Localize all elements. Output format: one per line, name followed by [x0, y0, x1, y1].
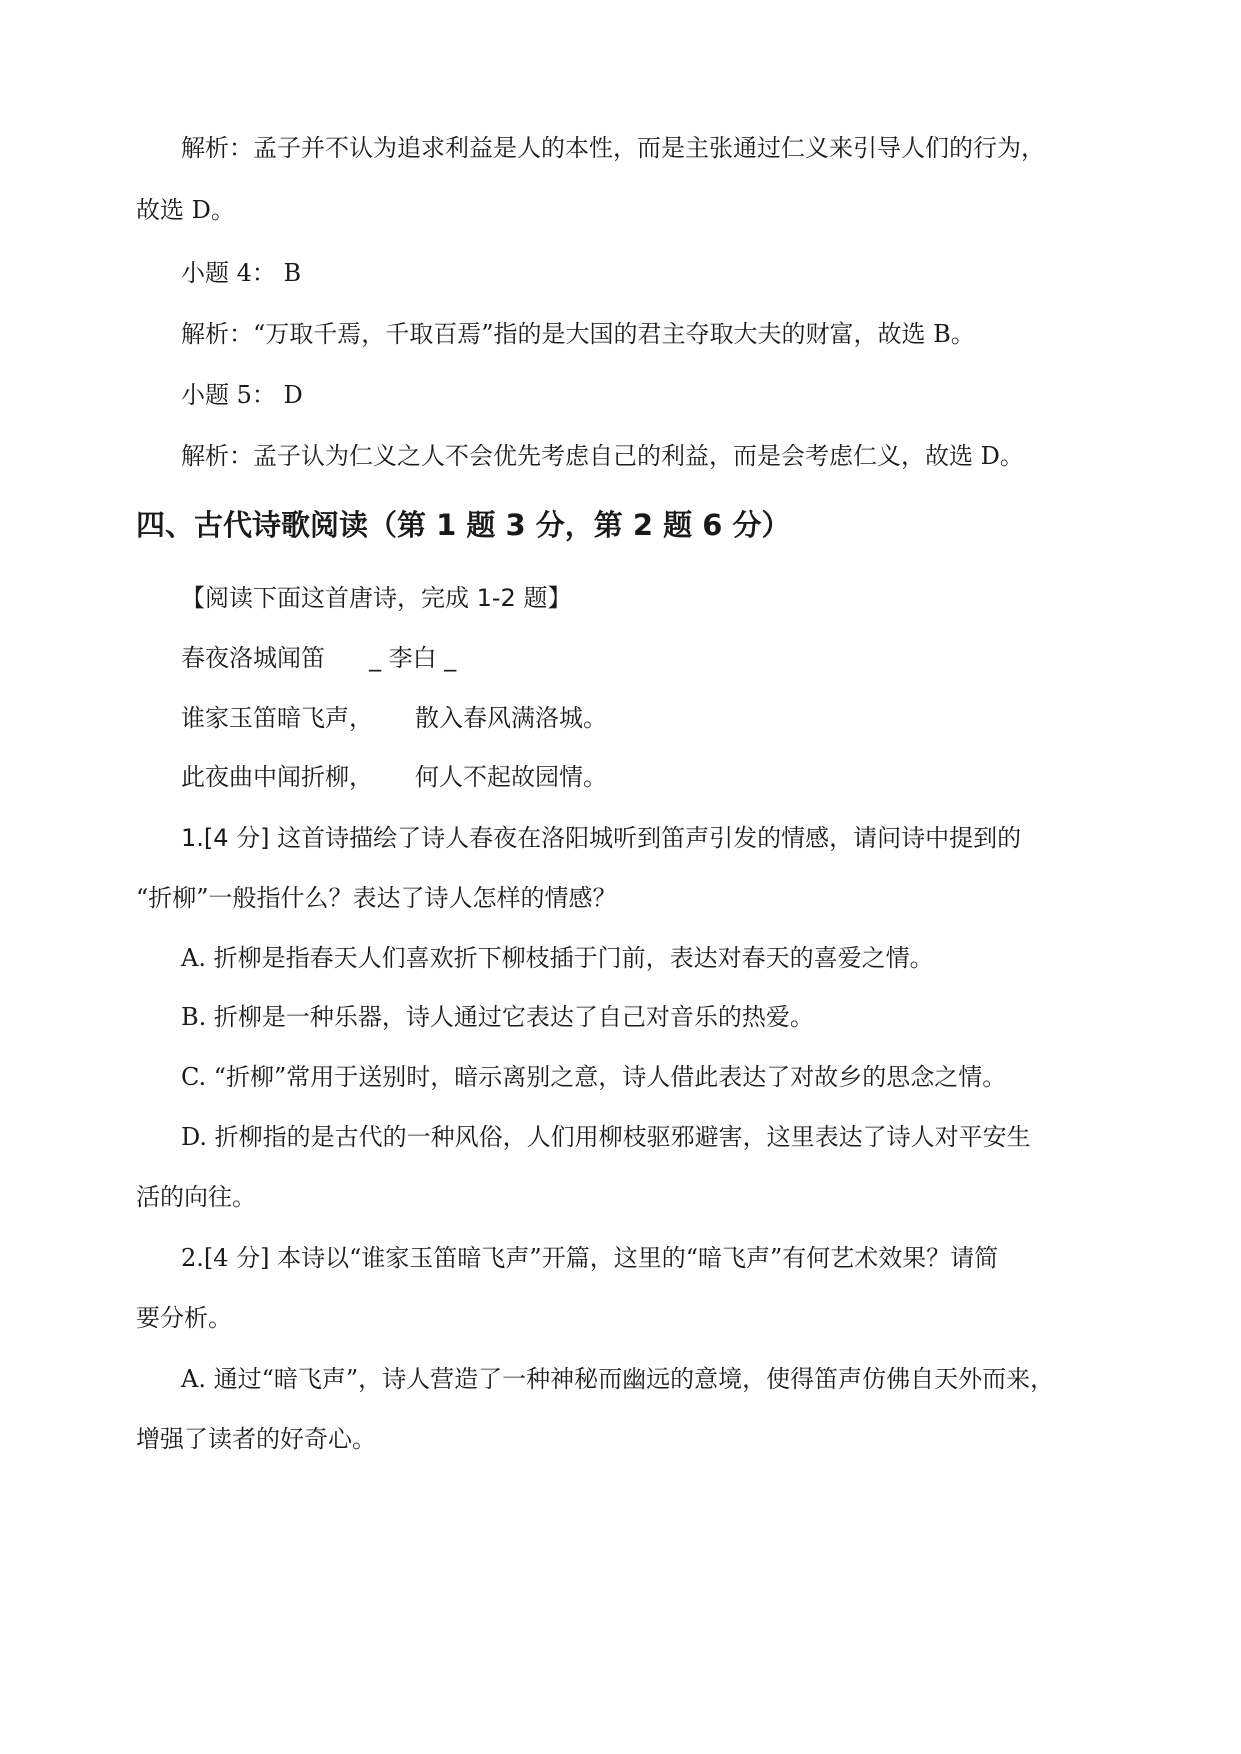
- question-stem: “折柳”一般指什么？表达了诗人怎样的情感？: [136, 884, 617, 912]
- answer-label: 小题 4： B: [181, 259, 302, 287]
- question-stem: 2.[4 分] 本诗以“谁家玉笛暗飞声”开篇，这里的“暗飞声”有何艺术效果？请简: [181, 1244, 999, 1272]
- poem-verse: 谁家玉笛暗飞声，: [181, 704, 373, 732]
- analysis-text: 解析：“万取千焉，千取百焉”指的是大国的君主夺取大夫的财富，故选 B。: [181, 320, 975, 348]
- option-a: 增强了读者的好奇心。: [136, 1425, 376, 1453]
- analysis-text: 故选 D。: [136, 196, 235, 224]
- poem-title: 春夜洛城闻笛: [181, 644, 325, 672]
- analysis-text: 解析：孟子认为仁义之人不会优先考虑自己的利益，而是会考虑仁义，故选 D。: [181, 442, 1024, 470]
- analysis-text: 解析：孟子并不认为追求利益是人的本性，而是主张通过仁义来引导人们的行为，: [181, 134, 1045, 162]
- instruction: 【阅读下面这首唐诗，完成 1-2 题】: [181, 584, 572, 612]
- poem-verse: 散入春风满洛城。: [415, 704, 607, 732]
- option-a: A. 通过“暗飞声”，诗人营造了一种神秘而幽远的意境，使得笛声仿佛自天外而来，: [181, 1365, 1055, 1393]
- poem-line: [181, 700, 881, 736]
- section-heading: 四、古代诗歌阅读（第 1 题 3 分，第 2 题 6 分）: [136, 508, 791, 542]
- option-c: C. “折柳”常用于送别时，暗示离别之意，诗人借此表达了对故乡的思念之情。: [181, 1063, 1007, 1091]
- option-d: D. 折柳指的是古代的一种风俗，人们用柳枝驱邪避害，这里表达了诗人对平安生: [181, 1123, 1031, 1151]
- poem-line: [181, 759, 881, 795]
- poem-title-row: [181, 640, 881, 676]
- option-a: A. 折柳是指春天人们喜欢折下柳枝插于门前，表达对春天的喜爱之情。: [181, 944, 934, 972]
- option-d: 活的向往。: [136, 1183, 256, 1211]
- option-b: B. 折柳是一种乐器，诗人通过它表达了自己对音乐的热爱。: [181, 1003, 814, 1031]
- poem-verse: 何人不起故园情。: [415, 763, 607, 791]
- poem-author: _ 李白 _: [369, 644, 457, 672]
- answer-label: 小题 5： D: [181, 381, 303, 409]
- question-stem: 1.[4 分] 这首诗描绘了诗人春夜在洛阳城听到笛声引发的情感，请问诗中提到的: [181, 824, 1022, 852]
- question-stem: 要分析。: [136, 1304, 232, 1332]
- poem-verse: 此夜曲中闻折柳，: [181, 763, 373, 791]
